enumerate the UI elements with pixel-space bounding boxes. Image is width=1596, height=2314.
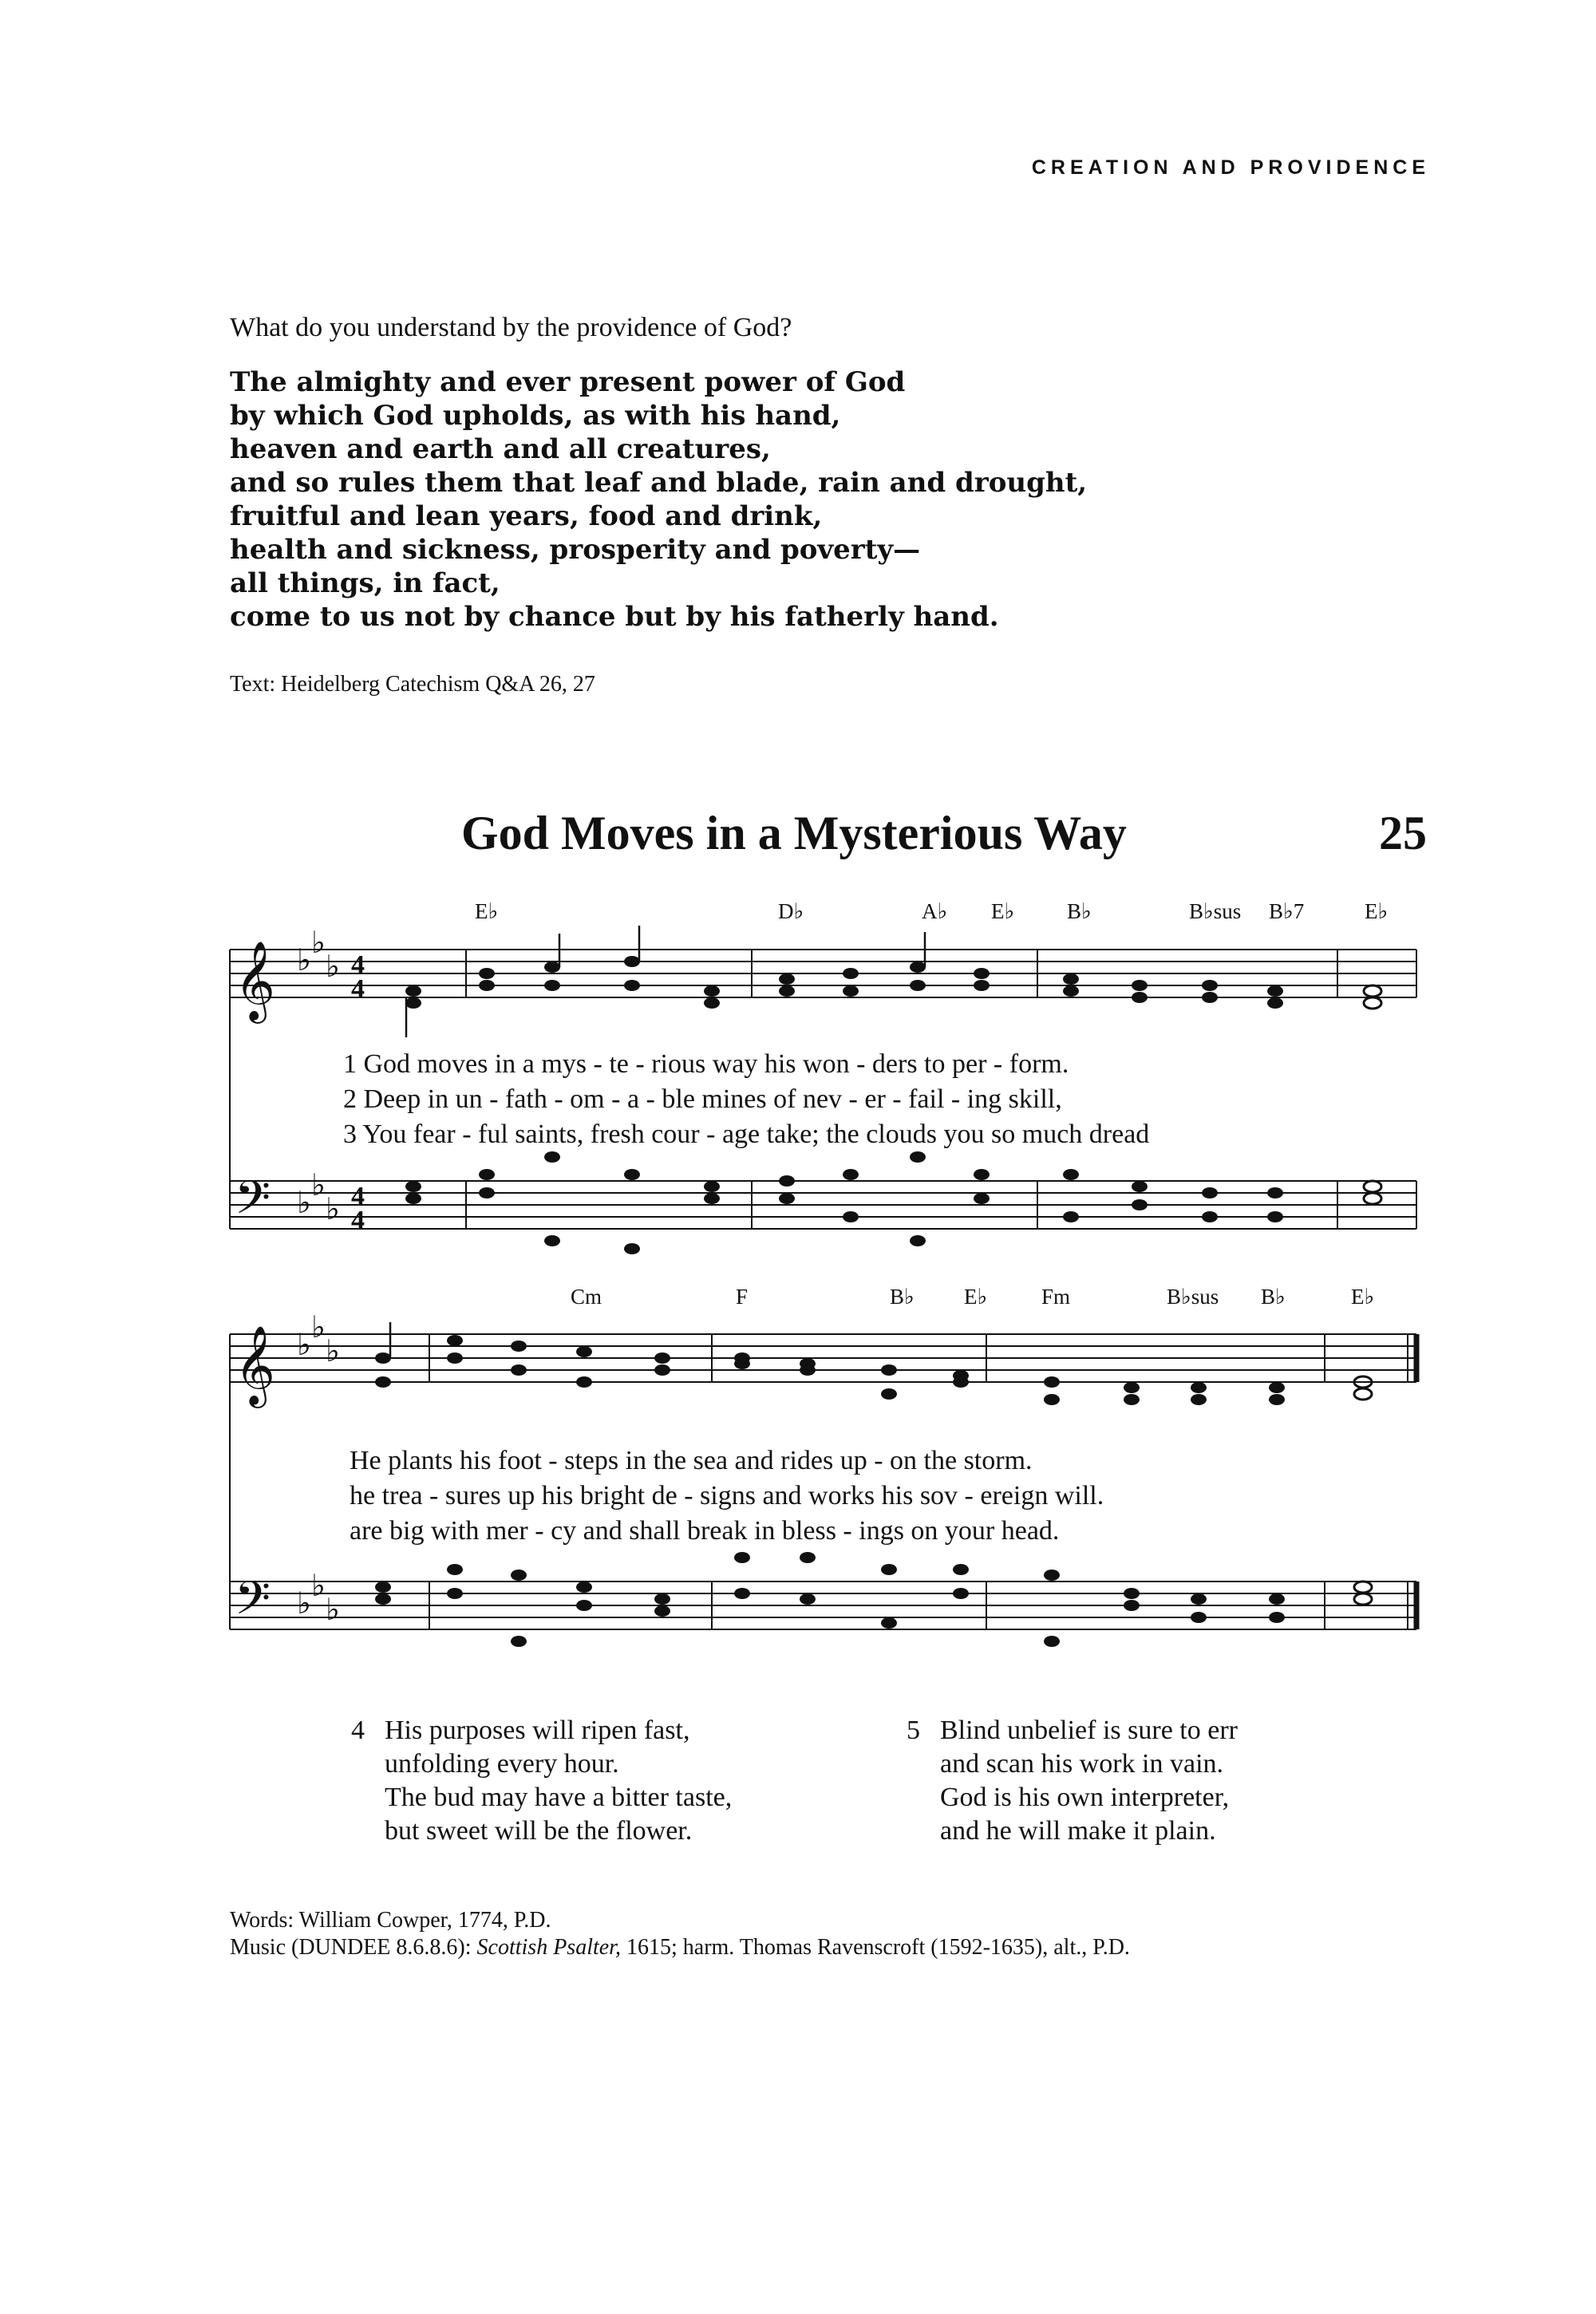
answer-line: all things, in fact, xyxy=(230,567,500,599)
svg-text:♭: ♭ xyxy=(326,1333,340,1368)
chord-symbol: Cm xyxy=(571,1285,602,1309)
svg-text:♭: ♭ xyxy=(297,1585,311,1621)
catechism-credit: Text: Heidelberg Catechism Q&A 26, 27 xyxy=(230,672,595,697)
chord-symbol: E♭ xyxy=(1365,899,1389,923)
lyric-line-verse-3: are big with mer - cy and shall break in bless - ings on your head. xyxy=(350,1516,1060,1546)
svg-text:♭: ♭ xyxy=(311,926,326,960)
music-credit-prefix: Music (DUNDEE 8.6.8.6): xyxy=(230,1935,477,1960)
music-credit-source: Scottish Psalter, xyxy=(476,1935,621,1960)
svg-text:4: 4 xyxy=(351,950,365,980)
stanza-line: The bud may have a bitter taste, xyxy=(385,1783,733,1812)
chord-symbol: B♭ xyxy=(1261,1285,1286,1309)
chord-symbol: B♭7 xyxy=(1269,899,1305,923)
answer-line: and so rules them that leaf and blade, rain and drought, xyxy=(230,467,1088,499)
chord-symbol: F xyxy=(736,1285,749,1309)
chord-symbol: E♭ xyxy=(475,899,499,923)
bass-clef-icon: 𝄢 xyxy=(235,1171,271,1236)
chord-symbol: E♭ xyxy=(1351,1285,1375,1309)
svg-text:4: 4 xyxy=(351,1206,365,1235)
chord-symbol: B♭ xyxy=(1067,899,1092,923)
lyric-line-verse-2: 2 Deep in un - fath - om - a - ble mines of nev - er - fail - ing skill, xyxy=(343,1084,1062,1114)
chord-symbol: D♭ xyxy=(778,899,804,923)
stanza-line: but sweet will be the flower. xyxy=(385,1816,693,1846)
svg-text:4: 4 xyxy=(351,1182,365,1211)
svg-text:♭: ♭ xyxy=(326,949,340,984)
answer-line: heaven and earth and all creatures, xyxy=(230,433,771,465)
stanza-line: unfolding every hour. xyxy=(385,1749,619,1779)
treble-clef-icon: 𝄞 xyxy=(235,941,275,1021)
svg-text:♭: ♭ xyxy=(297,942,311,977)
chord-symbol: A♭ xyxy=(922,899,948,923)
stanza-number: 5 xyxy=(907,1716,920,1745)
notes-bass-2 xyxy=(375,1552,1372,1647)
stanza-line: His purposes will ripen fast, xyxy=(385,1716,690,1745)
answer-line: The almighty and ever present power of God xyxy=(230,366,906,398)
notes-bass-1 xyxy=(405,1151,1381,1254)
bass-clef-icon: 𝄢 xyxy=(235,1571,271,1637)
stanza-line: and he will make it plain. xyxy=(940,1816,1216,1846)
svg-text:♭: ♭ xyxy=(326,1592,340,1627)
lyric-line-verse-1: He plants his foot - steps in the sea and rides up - on the storm. xyxy=(350,1446,1033,1475)
stanza-line: Blind unbelief is sure to err xyxy=(940,1716,1238,1745)
words-credit: Words: William Cowper, 1774, P.D. xyxy=(230,1908,551,1933)
stanza-line: and scan his work in vain. xyxy=(940,1749,1224,1779)
lyric-line-verse-3: 3 You fear - ful saints, fresh cour - age take; the clouds you so much dread xyxy=(343,1119,1150,1149)
answer-line: fruitful and lean years, food and drink, xyxy=(230,500,823,532)
notes-treble-1 xyxy=(405,926,1381,1037)
catechism-question: What do you understand by the providence of God? xyxy=(230,313,792,342)
chord-symbol: Fm xyxy=(1041,1285,1071,1309)
chord-symbol: B♭sus xyxy=(1189,899,1242,923)
treble-clef-icon: 𝄞 xyxy=(235,1325,275,1405)
hymn-number: 25 xyxy=(1379,807,1427,859)
running-head: CREATION AND PROVIDENCE xyxy=(1031,156,1430,179)
svg-text:♭: ♭ xyxy=(311,1568,326,1603)
lyric-line-verse-1: 1 God moves in a mys - te - rious way his won - ders to per - form. xyxy=(343,1049,1069,1079)
svg-text:♭: ♭ xyxy=(326,1191,340,1226)
lyric-line-verse-2: he trea - sures up his bright de - signs and works his sov - ereign will. xyxy=(350,1481,1104,1510)
music-credit-rest: 1615; harm. Thomas Ravenscroft (1592-1635), alt., P.D. xyxy=(620,1935,1130,1960)
chord-symbol: E♭ xyxy=(964,1285,988,1309)
stanza-line: God is his own interpreter, xyxy=(940,1783,1230,1812)
svg-text:♭: ♭ xyxy=(311,1310,326,1345)
music-credit xyxy=(230,1934,1130,1961)
svg-text:♭: ♭ xyxy=(311,1167,326,1202)
stanza-number: 4 xyxy=(351,1716,365,1745)
answer-line: by which God upholds, as with his hand, xyxy=(230,400,841,432)
chord-symbol: E♭ xyxy=(991,899,1015,923)
svg-text:4: 4 xyxy=(351,974,365,1004)
chord-symbol: B♭ xyxy=(890,1285,915,1309)
answer-line: health and sickness, prosperity and poverty— xyxy=(230,534,921,566)
catechism-answer xyxy=(230,365,1087,634)
answer-line: come to us not by chance but by his fatherly hand. xyxy=(230,601,999,633)
svg-text:♭: ♭ xyxy=(297,1185,311,1220)
hymn-credits xyxy=(230,1907,1130,1961)
hymn-title: God Moves in a Mysterious Way xyxy=(461,807,1127,859)
svg-text:♭: ♭ xyxy=(297,1327,311,1362)
chord-symbol: B♭sus xyxy=(1167,1285,1219,1309)
